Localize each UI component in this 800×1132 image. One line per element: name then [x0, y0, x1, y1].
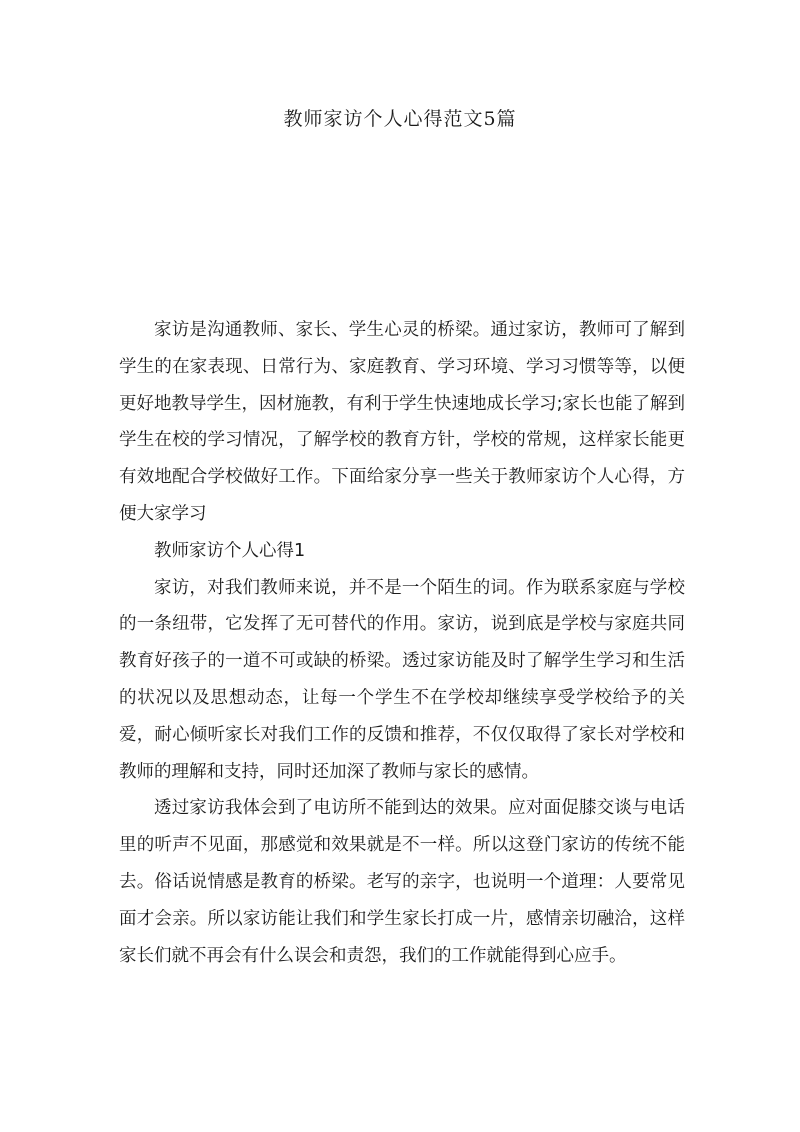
- document-body: [119, 312, 685, 974]
- section-heading: 教师家访个人心得1: [154, 540, 306, 561]
- body-paragraph: 家访，对我们教师来说，并不是一个陌生的词。作为联系家庭与学校的一条纽带，它发挥了无可替代的作用。家访，说到底是学校与家庭共同教育好孩子的一道不可或缺的桥梁。透过家访能及时了解学生学习和生活的状况以及思想动态，让每一个学生不在学校却继续享受学校给予的关爱，耐心倾听家长对我们工作的反馈和推荐，不仅仅取得了家长对学校和教师的理解和支持，同时还加深了教师与家长的感情。: [119, 577, 685, 782]
- document-title: 教师家访个人心得范文5篇: [283, 108, 517, 130]
- intro-paragraph: 家访是沟通教师、家长、学生心灵的桥梁。通过家访，教师可了解到学生的在家表现、日常行为、家庭教育、学习环境、学习习惯等等，以便更好地教导学生，因材施教，有利于学生快速地成长学习;家长也能了解到学生在校的学习情况，了解学校的教育方针，学校的常规，这样家长能更有效地配合学校做好工作。下面给家分享一些关于教师家访个人心得，方便大家学习: [119, 320, 685, 524]
- body-paragraph: 透过家访我体会到了电访所不能到达的效果。应对面促膝交谈与电话里的听声不见面，那感觉和效果就是不一样。所以这登门家访的传统不能去。俗话说情感是教育的桥梁。老写的亲字，也说明一个道理：人要常见面才会亲。所以家访能让我们和学生家长打成一片，感情亲切融洽，这样家长们就不再会有什么误会和责怨，我们的工作就能得到心应手。: [119, 798, 685, 966]
